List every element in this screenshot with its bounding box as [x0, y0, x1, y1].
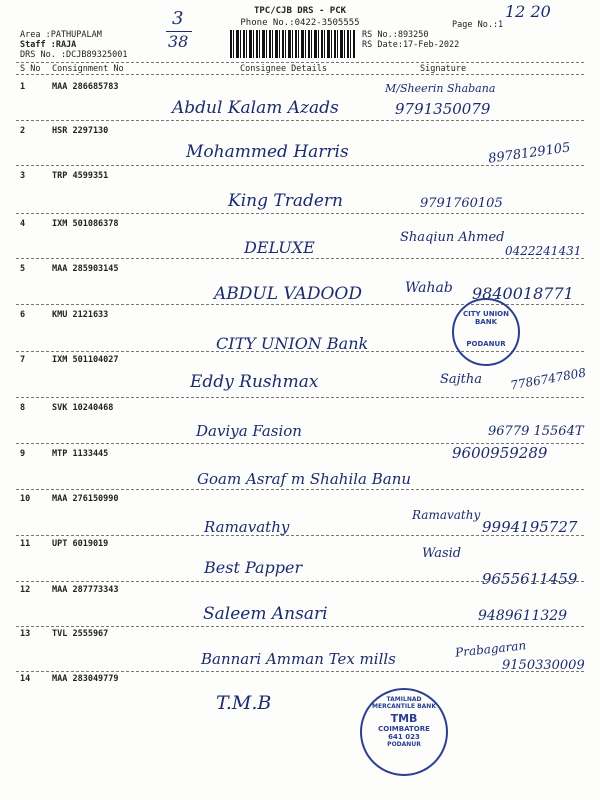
row-sno: 13 — [20, 629, 31, 639]
row-divider — [16, 165, 584, 166]
row-consignee: Bannari Amman Tex mills — [201, 650, 396, 668]
row-sno: 5 — [20, 264, 26, 274]
row-consignee: Eddy Rushmax — [190, 372, 319, 392]
row-consignment: IXM 501086378 — [52, 219, 119, 229]
row-consignee: CITY UNION Bank — [216, 334, 369, 353]
row-phone: 7786747808 — [509, 365, 587, 393]
row-sno: 3 — [20, 171, 26, 181]
row-sno: 11 — [20, 539, 31, 549]
row-consignee: ABDUL VADOOD — [214, 284, 362, 304]
row-signature: M/Sheerin Shabana — [385, 82, 496, 95]
header-rule — [16, 62, 584, 63]
row-consignee: Goam Asraf m Shahila Banu — [197, 470, 412, 488]
stamp-city: COIMBATORE — [378, 725, 430, 733]
row-sno: 4 — [20, 219, 26, 229]
row-consignment: MAA 276150990 — [52, 494, 119, 504]
row-consignee: King Tradern — [228, 191, 343, 211]
page-number: Page No.:1 — [452, 20, 504, 30]
row-signature: Shaqiun Ahmed — [400, 230, 505, 245]
row-consignment: IXM 501104027 — [52, 355, 119, 365]
row-sno: 2 — [20, 126, 26, 136]
col-sno: S No — [20, 64, 41, 74]
row-consignment: TVL 2555967 — [52, 629, 109, 639]
row-consignment: MAA 286685783 — [52, 82, 119, 92]
row-consignment: SVK 10240468 — [52, 403, 114, 413]
row-phone: 9840018771 — [472, 284, 574, 303]
row-consignee: Best Papper — [204, 558, 303, 577]
handwritten-count-bottom: 38 — [168, 32, 189, 51]
row-signature: Wahab — [405, 280, 453, 296]
stamp-bank-name: TAMILNAD MERCANTILE BANK — [372, 696, 436, 710]
row-consignment: HSR 2297130 — [52, 126, 109, 136]
row-consignment: MAA 283049779 — [52, 674, 119, 684]
phone-number: Phone No.:0422-3505555 — [240, 18, 360, 28]
col-consignment: Consignment No — [52, 64, 124, 74]
staff-label: Staff :RAJA — [20, 40, 77, 50]
barcode — [230, 30, 355, 58]
row-phone: 0422241431 — [505, 244, 582, 258]
row-signature: Wasid — [422, 546, 462, 561]
row-consignment: KMU 2121633 — [52, 310, 109, 320]
row-phone: 9600959289 — [452, 444, 548, 462]
row-consignment: UPT 6019019 — [52, 539, 109, 549]
row-signature: Sajtha — [440, 372, 483, 387]
row-sno: 10 — [20, 494, 31, 504]
row-consignee: Ramavathy — [204, 518, 290, 536]
row-consignee: Daviya Fasion — [196, 422, 302, 440]
row-phone: 96779 15564T — [488, 424, 584, 439]
row-phone: 9791760105 — [420, 196, 503, 211]
row-consignment: MAA 285903145 — [52, 264, 119, 274]
row-divider — [16, 213, 584, 214]
row-divider — [16, 258, 584, 259]
row-signature: Ramavathy — [412, 508, 481, 522]
row-signature: Prabagaran — [454, 638, 527, 660]
row-divider — [16, 626, 584, 627]
row-consignment: TRP 4599351 — [52, 171, 109, 181]
drs-number: DRS No. :DCJB89325001 — [20, 50, 128, 60]
row-phone: 9150330009 — [502, 658, 585, 673]
row-divider — [16, 535, 584, 536]
row-consignment: MAA 287773343 — [52, 585, 119, 595]
stamp-pincode: 641 023 — [388, 733, 420, 741]
rs-number: RS No.:893250 — [362, 30, 429, 40]
row-sno: 7 — [20, 355, 26, 365]
document-title: TPC/CJB DRS - PCK — [253, 6, 347, 16]
row-consignee: T.M.B — [216, 692, 272, 714]
row-sno: 9 — [20, 449, 26, 459]
row-consignee: DELUXE — [244, 238, 315, 257]
row-divider — [16, 397, 584, 398]
handwritten-corner-note: 12 20 — [505, 2, 551, 21]
row-consignee: Mohammed Harris — [186, 142, 349, 162]
row-phone: 9489611329 — [478, 608, 568, 624]
row-divider — [16, 489, 584, 490]
row-phone: 8978129105 — [487, 140, 572, 167]
row-sno: 6 — [20, 310, 26, 320]
col-consignee: Consignee Details — [240, 64, 327, 74]
stamp-bank-name: CITY UNION BANK — [463, 310, 509, 326]
row-consignee: Saleem Ansari — [203, 604, 328, 624]
row-divider — [16, 581, 584, 582]
row-phone: 9655611459 — [482, 570, 578, 588]
row-consignment: MTP 1133445 — [52, 449, 109, 459]
row-sno: 8 — [20, 403, 26, 413]
stamp-branch: PODANUR — [466, 340, 506, 348]
row-consignee: Abdul Kalam Azads — [172, 98, 339, 118]
handwritten-count-top: 3 — [172, 8, 184, 29]
stamp-bank-code: TMB — [390, 712, 418, 725]
header-rule-bottom — [16, 74, 584, 75]
area-label: Area :PATHUPALAM — [20, 30, 102, 40]
row-sno: 14 — [20, 674, 31, 684]
city-union-bank-stamp — [452, 298, 520, 366]
rs-date: RS Date:17-Feb-2022 — [362, 40, 460, 50]
stamp-branch: PODANUR — [387, 741, 421, 748]
row-phone: 9791350079 — [395, 100, 491, 118]
row-divider — [16, 120, 584, 121]
tmb-bank-stamp — [360, 688, 448, 776]
row-phone: 9994195727 — [482, 518, 578, 536]
col-signature: Signature — [420, 64, 467, 74]
row-sno: 1 — [20, 82, 26, 92]
row-divider — [16, 671, 584, 672]
row-sno: 12 — [20, 585, 31, 595]
